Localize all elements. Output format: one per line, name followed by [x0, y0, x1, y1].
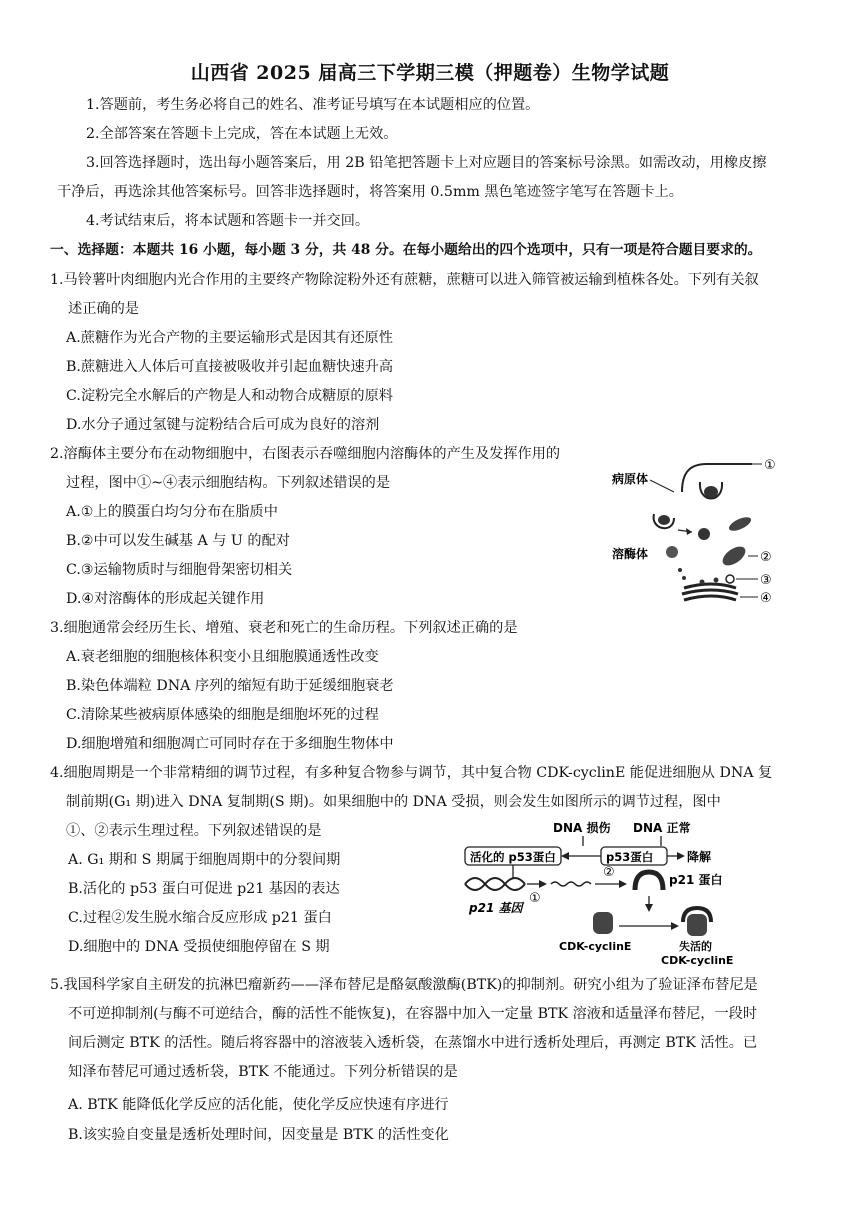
- mrna: [551, 882, 591, 886]
- golgi-cisterna-2: [682, 590, 738, 594]
- label-p21-protein: p21 蛋白: [669, 873, 723, 887]
- q5-option-b: B.该实验自变量是透析处理时间，因变量是 BTK 的活性变化: [68, 1127, 449, 1143]
- q1-option-a: A.蔗糖作为光合产物的主要运输形式是因其有还原性: [66, 330, 393, 346]
- instruction-1: 1.答题前，考生务必将自己的姓名、准考证号填写在本试题相应的位置。: [86, 97, 540, 113]
- q3-option-b: B.染色体端粒 DNA 序列的缩短有助于延缓细胞衰老: [66, 678, 394, 694]
- q5-stem-cont: 不可逆抑制剂(与酶不可逆结合，酶的活性不能恢复)，在容器中加入一定量 BTK 溶液和适量泽布替尼，一段时: [68, 1006, 758, 1022]
- section-heading: 一、选择题：本题共 16 小题，每小题 3 分，共 48 分。在每小题给出的四个选项中，只有一项是符合题目要求的。: [50, 242, 762, 258]
- vesicle: [698, 528, 710, 540]
- q4-option-d: D.细胞中的 DNA 受损使细胞停留在 S 期: [68, 939, 330, 955]
- q4-stem: 4.细胞周期是一个非常精细的调节过程，有多种复合物参与调节，其中复合物 CDK-cyclinE 能促进细胞从 DNA 复: [50, 765, 773, 781]
- cdk-cycline-shape: [593, 912, 613, 934]
- q5-option-a: A. BTK 能降低化学反应的活化能，使化学反应快速有序进行: [68, 1097, 449, 1113]
- inactive-cdk-shape: [687, 914, 707, 936]
- pathogen-particle: [704, 486, 718, 498]
- q4-stem-cont-2: ①、②表示生理过程。下列叙述错误的是: [66, 823, 322, 839]
- label-lysosome: 溶酶体: [612, 547, 649, 561]
- dna-strand-2: [465, 878, 525, 890]
- instruction-2: 2.全部答案在答题卡上完成，答在本试题上无效。: [86, 126, 398, 142]
- q2-option-a: A.①上的膜蛋白均匀分布在脂质中: [66, 504, 278, 520]
- engulfed-pathogen: [658, 515, 670, 525]
- q4-option-c: C.过程②发生脱水缩合反应形成 p21 蛋白: [68, 910, 332, 926]
- transport-vesicle: [726, 575, 734, 583]
- instruction-4: 4.考试结束后，将本试题和答题卡一并交回。: [86, 213, 370, 229]
- q4-option-b: B.活化的 p53 蛋白可促进 p21 基因的表达: [68, 881, 340, 897]
- label-2: ②: [760, 550, 772, 565]
- label-p53: p53蛋白: [606, 850, 654, 864]
- golgi-cisterna-3: [684, 596, 736, 600]
- instruction-3-cont: 干净后，再选涂其他答案标号。回答非选择题时，将答案用 0.5mm 黑色笔迹签字笔写在答题卡上。: [57, 184, 683, 200]
- label-inactive-2: CDK-cyclinE: [661, 954, 734, 967]
- q3-option-d: D.细胞增殖和细胞凋亡可同时存在于多细胞生物体中: [66, 736, 394, 752]
- q1-option-c: C.淀粉完全水解后的产物是人和动物合成糖原的原料: [66, 388, 393, 404]
- label-dna-damage: DNA 损伤: [553, 821, 611, 835]
- q5-stem-cont-2: 间后测定 BTK 的活性。随后将容器中的溶液装入透析袋，在蒸馏水中进行透析处理后，再测定 BTK 活性。已: [68, 1035, 758, 1051]
- q2-option-d: D.④对溶酶体的形成起关键作用: [66, 591, 265, 607]
- label-cdk: CDK-cyclinE: [559, 940, 632, 953]
- q3-stem: 3.细胞通常会经历生长、增殖、衰老和死亡的生命历程。下列叙述正确的是: [50, 620, 518, 636]
- label-p21-gene: p21 基因: [469, 901, 523, 915]
- label-1: ①: [764, 458, 776, 473]
- label-3: ③: [760, 573, 772, 588]
- cell-membrane: [682, 464, 752, 492]
- q3-option-c: C.清除某些被病原体感染的细胞是细胞坏死的过程: [66, 707, 379, 723]
- q4-stem-cont: 制前期(G₁ 期)进入 DNA 复制期(S 期)。如果细胞中的 DNA 受损，则会发生如图所示的调节过程，图中: [66, 794, 721, 810]
- label-active-p53: 活化的 p53蛋白: [470, 850, 556, 864]
- q3-option-a: A.衰老细胞的细胞核体积变小且细胞膜通透性改变: [66, 649, 379, 665]
- q1-option-b: B.蔗糖进入人体后可直接被吸收并引起血糖快速升高: [66, 359, 394, 375]
- q2-option-b: B.②中可以发生碱基 A 与 U 的配对: [66, 533, 290, 549]
- mitochondrion-top: [727, 514, 753, 533]
- q1-option-d: D.水分子通过氢键与淀粉结合后可成为良好的溶剂: [66, 417, 380, 433]
- leader-pathogen: [650, 480, 674, 492]
- golgi-cisterna-1: [684, 584, 736, 588]
- label-process-2: ②: [603, 865, 615, 880]
- label-degrade: 降解: [687, 850, 712, 864]
- q1-stem: 1.马铃薯叶肉细胞内光合作用的主要终产物除淀粉外还有蔗糖，蔗糖可以进入筛管被运输到植株各处。下列有关叙: [50, 272, 759, 288]
- label-dna-normal: DNA 正常: [633, 821, 691, 835]
- q5-stem: 5.我国科学家自主研发的抗淋巴瘤新药——泽布替尼是酪氨酸激酶(BTK)的抑制剂。研究小组为了验证泽布替尼是: [50, 977, 758, 993]
- page-title: 山西省 2025 届高三下学期三模（押题卷）生物学试题: [190, 62, 670, 84]
- q5-stem-cont-3: 知泽布替尼可通过透析袋，BTK 不能通过。下列分析错误的是: [68, 1064, 458, 1080]
- q1-stem-cont: 述正确的是: [68, 301, 139, 317]
- q2-stem: 2.溶酶体主要分布在动物细胞中，右图表示吞噬细胞内溶酶体的产生及发挥作用的: [50, 446, 561, 462]
- p53-pathway-diagram: [455, 816, 755, 968]
- q2-option-c: C.③运输物质时与细胞骨架密切相关: [66, 562, 293, 578]
- q4-option-a: A. G₁ 期和 S 期属于细胞周期中的分裂间期: [68, 852, 341, 868]
- label-4: ④: [760, 591, 772, 606]
- mitochondrion: [719, 543, 748, 569]
- dna-strand-1: [465, 878, 525, 890]
- label-process-1: ①: [529, 891, 541, 906]
- instruction-3: 3.回答选择题时，选出每小题答案后，用 2B 铅笔把答题卡上对应题目的答案标号涂黑。如需改动，用橡皮擦: [86, 155, 767, 171]
- p21-protein-shape: [635, 872, 663, 890]
- lysosome-diagram: [612, 452, 792, 612]
- lysosome: [666, 546, 678, 558]
- label-inactive-1: 失活的: [679, 940, 712, 953]
- label-pathogen: 病原体: [612, 472, 649, 486]
- q2-stem-cont: 过程，图中①~④表示细胞结构。下列叙述错误的是: [66, 475, 391, 491]
